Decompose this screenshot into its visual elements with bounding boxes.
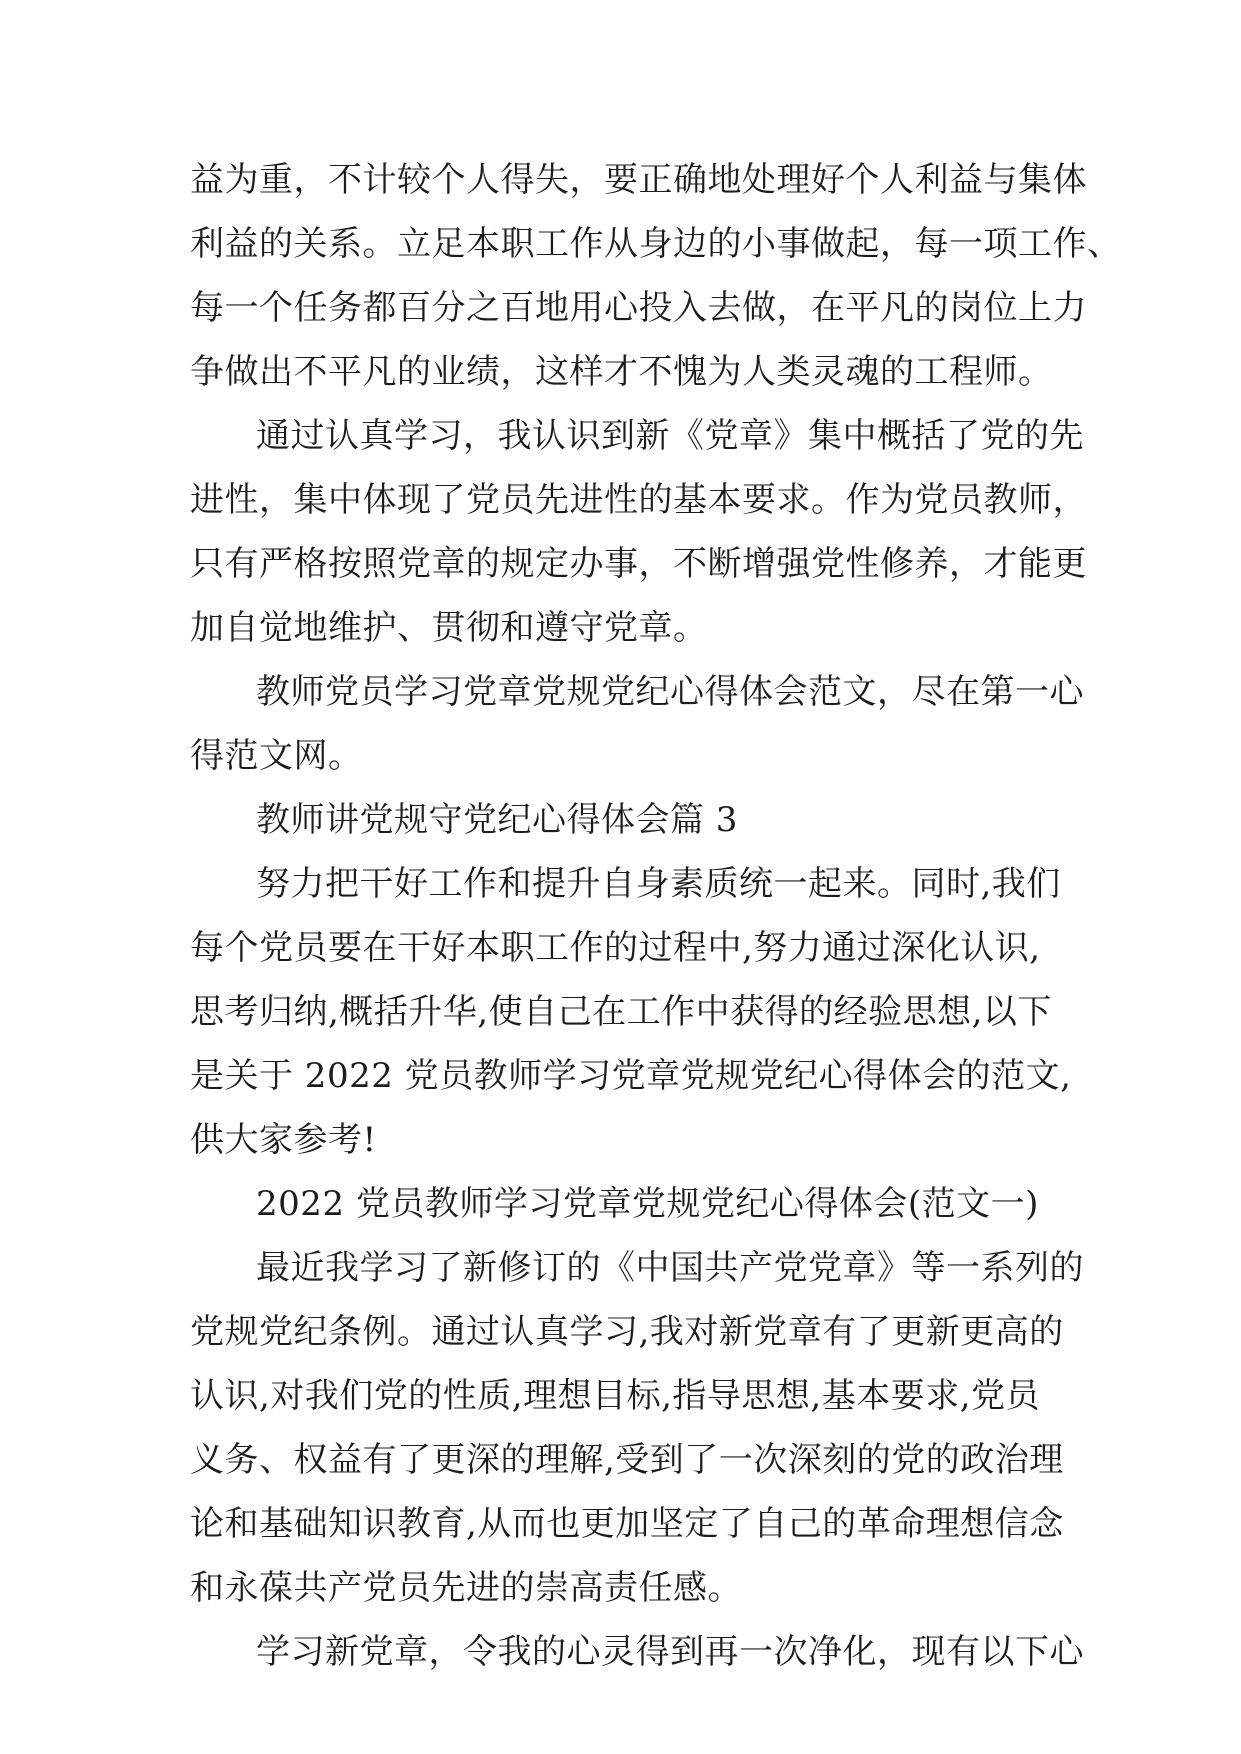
text-line: 党规党纪条例。通过认真学习,我对新党章有了更新更高的: [190, 1312, 1064, 1352]
text-line: 每一个任务都百分之百地用心投入去做，在平凡的岗位上力: [190, 288, 1087, 328]
section-heading: 教师讲党规守党纪心得体会篇 3: [256, 800, 738, 840]
text-line: 每个党员要在干好本职工作的过程中,努力通过深化认识,: [190, 928, 1041, 968]
text-line: 益为重，不计较个人得失，要正确地处理好个人利益与集体: [190, 160, 1087, 200]
text-line: 和永葆共产党员先进的崇高责任感。: [190, 1568, 742, 1608]
paragraph-start-line: 学习新党章，令我的心灵得到再一次净化，现有以下心: [256, 1632, 1084, 1672]
text-line: 论和基础知识教育,从而也更加坚定了自己的革命理想信念: [190, 1504, 1064, 1544]
text-line: 是关于 2022 党员教师学习党章党规党纪心得体会的范文,: [190, 1056, 1072, 1096]
paragraph-start-line: 教师党员学习党章党规党纪心得体会范文，尽在第一心: [256, 672, 1084, 712]
text-line: 争做出不平凡的业绩，这样才不愧为人类灵魂的工程师。: [190, 352, 1053, 392]
section-heading: 2022 党员教师学习党章党规党纪心得体会(范文一): [256, 1184, 1039, 1224]
text-line: 供大家参考!: [190, 1120, 377, 1160]
paragraph-start-line: 通过认真学习，我认识到新《党章》集中概括了党的先: [256, 416, 1084, 456]
text-line: 认识,对我们党的性质,理想目标,指导思想,基本要求,党员: [190, 1376, 1041, 1416]
text-line: 思考归纳,概括升华,使自己在工作中获得的经验思想,以下: [190, 992, 1052, 1032]
paragraph-start-line: 最近我学习了新修订的《中国共产党党章》等一系列的: [256, 1248, 1084, 1288]
text-line: 进性，集中体现了党员先进性的基本要求。作为党员教师，: [190, 480, 1087, 520]
text-line: 只有严格按照党章的规定办事，不断增强党性修养，才能更: [190, 544, 1087, 584]
text-line: 加自觉地维护、贯彻和遵守党章。: [190, 608, 708, 648]
text-line: 义务、权益有了更深的理解,受到了一次深刻的党的政治理: [190, 1440, 1064, 1480]
paragraph-start-line: 努力把干好工作和提升自身素质统一起来。同时,我们: [256, 864, 1061, 904]
text-line: 利益的关系。立足本职工作从身边的小事做起，每一项工作、: [190, 224, 1122, 264]
text-line: 得范文网。: [190, 736, 363, 776]
